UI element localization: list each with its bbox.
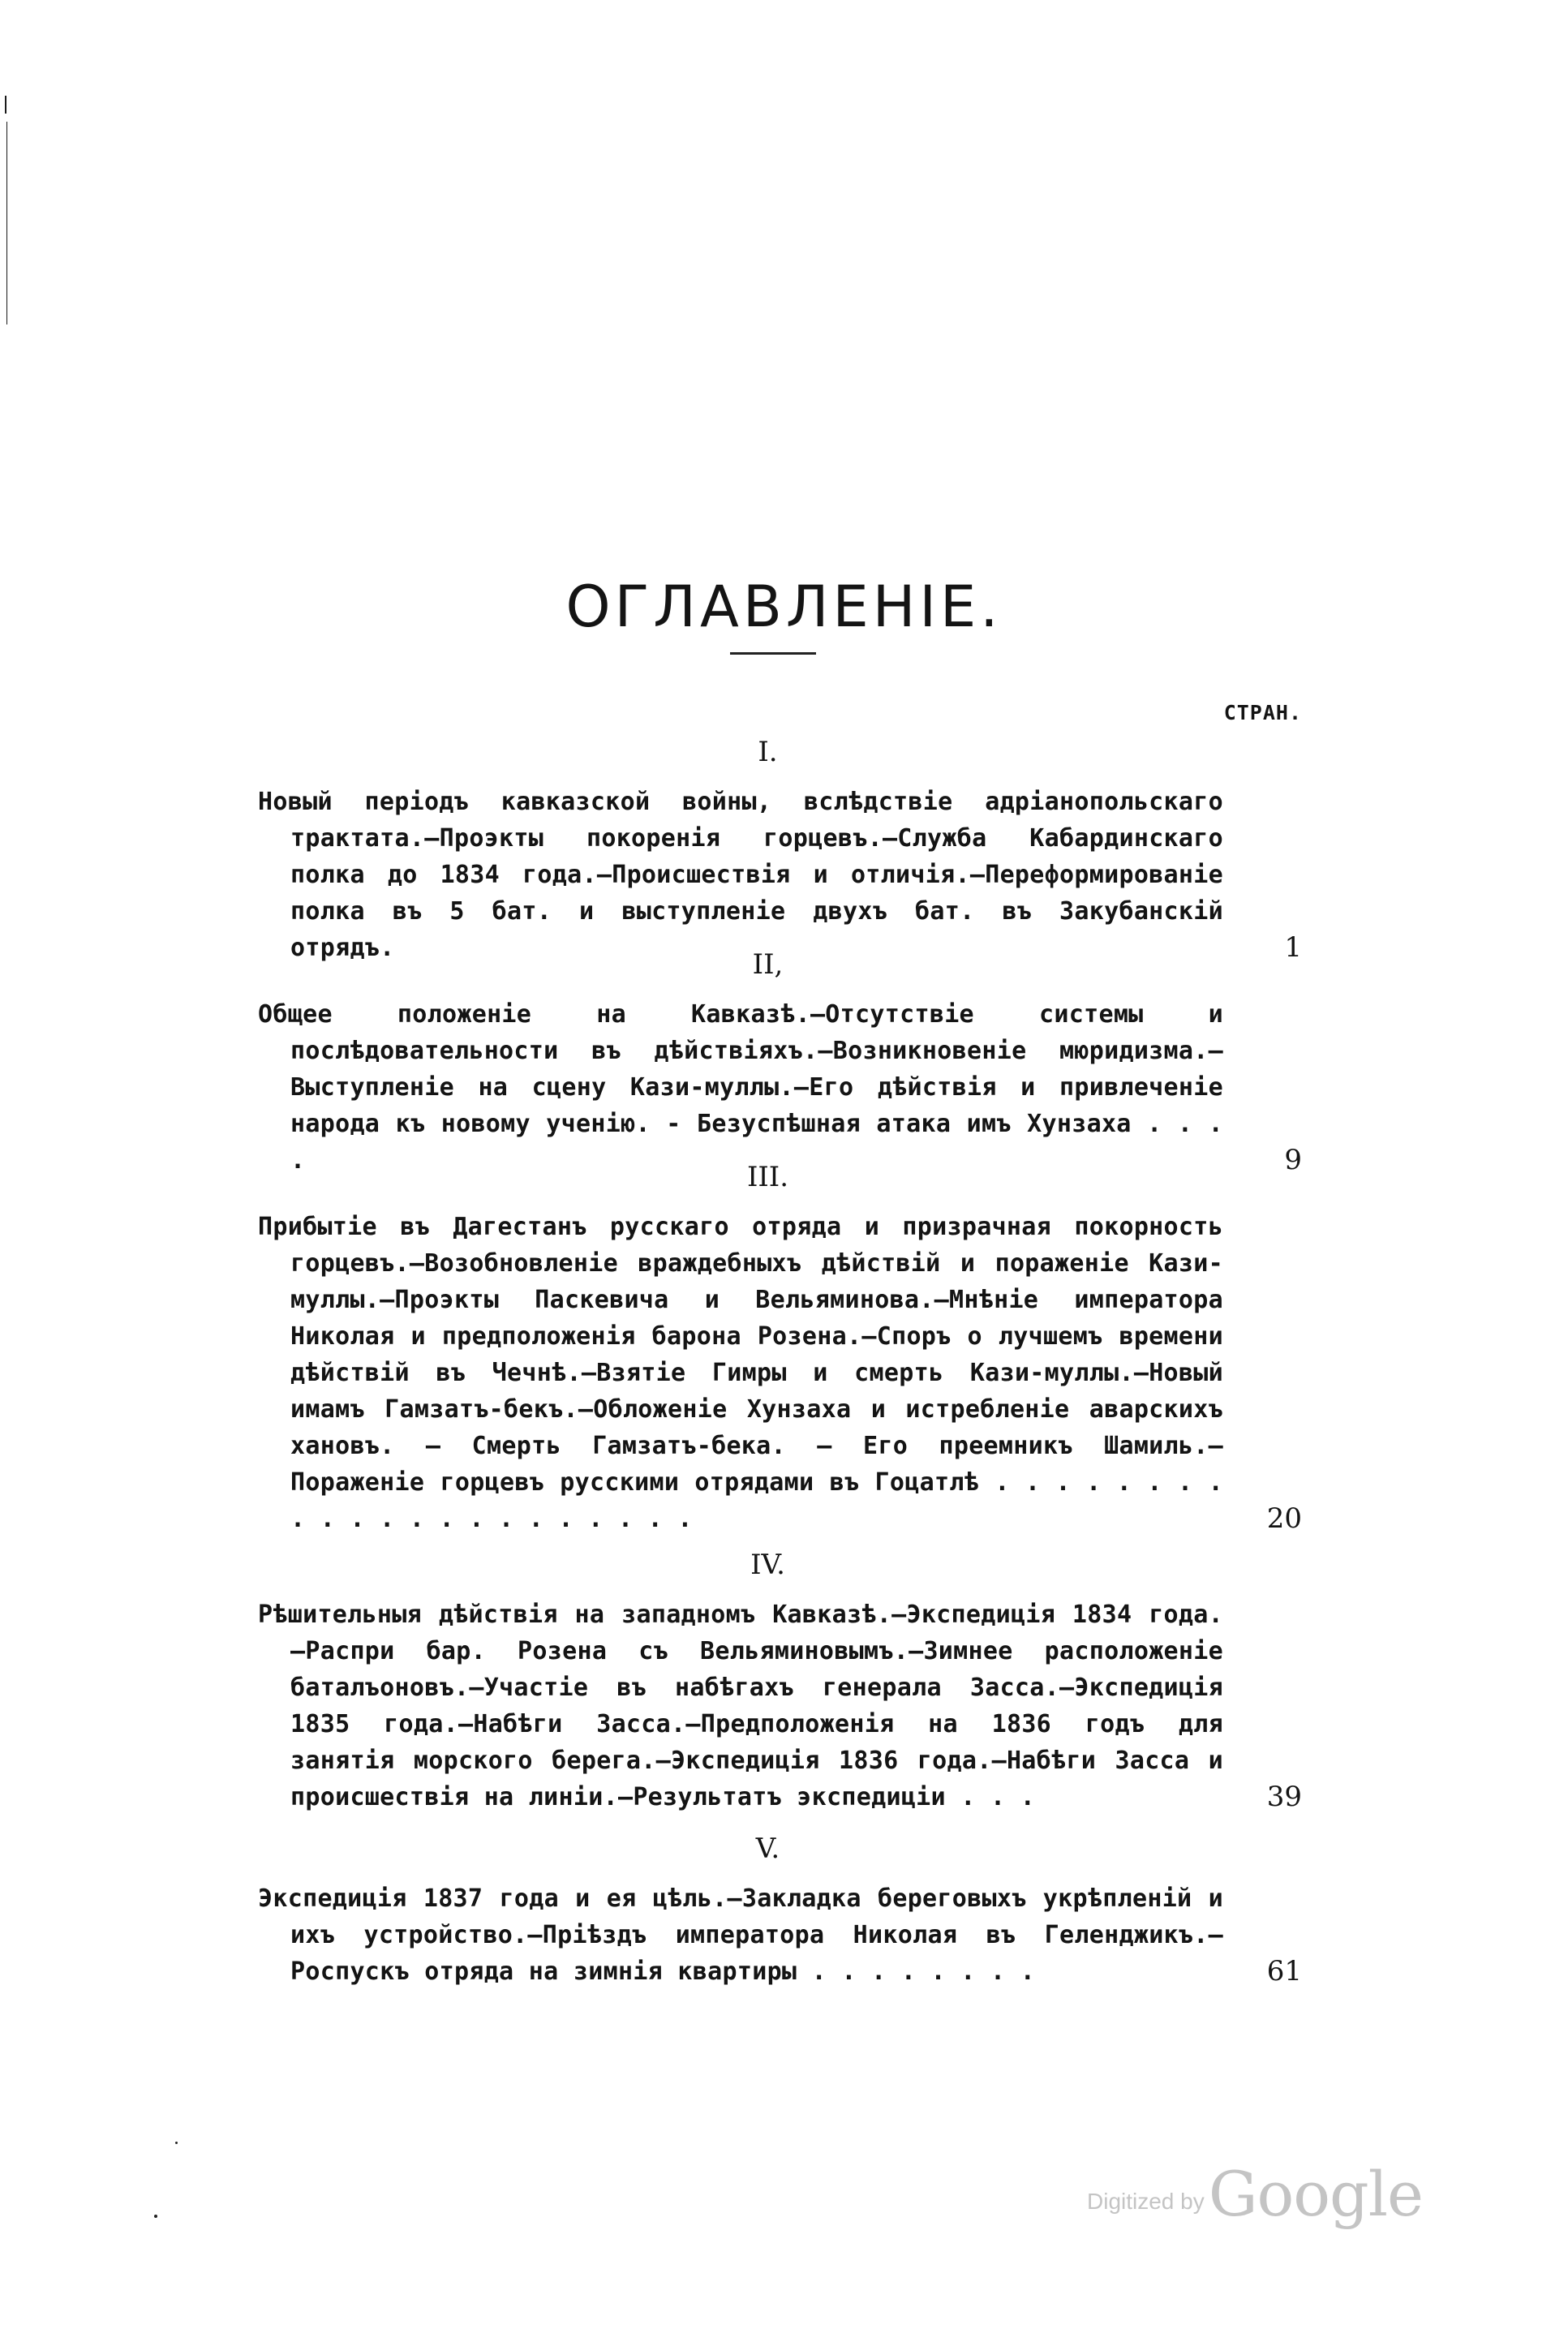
toc-section-4 [258, 1548, 1310, 1816]
toc-entry-text: Общее положенiе на Кавказѣ.—Отсутствiе системы и послѣдовательности въ дѣйствiяхъ.—Возникновенiе мюридизма.—Выступленiе на сцену Кази-муллы.—Его дѣйствiя и привлеченiе народа къ новому ученiю. - Безуспѣшная атака имъ Хунзаха . . . . [258, 1000, 1223, 1175]
toc-entry-page-number: 1 [1284, 931, 1302, 964]
title-rule [730, 652, 816, 655]
toc-entry [258, 1880, 1310, 1990]
page-column-label: СТРАН. [1223, 701, 1302, 724]
section-numeral: IV. [750, 1549, 785, 1581]
section-numeral: II, [752, 948, 784, 981]
toc-entry-page-number: 20 [1266, 1502, 1302, 1535]
toc-entry-page-number: 61 [1266, 1955, 1302, 1987]
digitized-by-watermark [1087, 2158, 1423, 2230]
section-numeral: I. [758, 736, 778, 768]
scan-edge-mark [6, 122, 7, 324]
toc-entry-page-number: 9 [1284, 1144, 1302, 1176]
google-logo: Google [1208, 2158, 1423, 2230]
toc-entry [258, 1596, 1310, 1816]
toc-entry [258, 996, 1310, 1179]
scan-speck [175, 2142, 178, 2144]
watermark-prefix: Digitized by [1087, 2189, 1205, 2214]
scan-speck [154, 2215, 157, 2218]
section-numeral: III. [746, 1161, 789, 1193]
scan-edge [0, 0, 3, 2329]
scan-edge-mark [5, 96, 6, 114]
toc-section-3 [258, 1160, 1310, 1537]
toc-section-5 [258, 1832, 1310, 1990]
toc-entry [258, 784, 1310, 966]
toc-section-2 [258, 947, 1310, 1179]
toc-entry [258, 1209, 1310, 1537]
page-title: ОГЛАВЛЕНIЕ. [565, 573, 1003, 640]
toc-section-1 [258, 735, 1310, 966]
toc-entry-text: Новый перiодъ кавказской войны, вслѣдствiе адрiанопольскаго трактата.—Проэкты покоренiя горцевъ.—Служба Кабардинскаго полка до 1834 года.—Происшествiя и отличiя.—Переформированiе полка въ 5 бат. и выступленiе двухъ бат. въ Закубанскiй отрядъ. [258, 788, 1223, 962]
section-numeral: V. [755, 1833, 780, 1865]
toc-entry-text: Прибытiе въ Дагестанъ русскаго отряда и призрачная покорность горцевъ.—Возобновленiе враждебныхъ дѣйствiй и пораженiе Кази-муллы.—Проэкты Паскевича и Вельяминова.—Мнѣнiе императора Николая и предположенiя барона Розена.—Споръ о лучшемъ времени дѣйствiй въ Чечнѣ.—Взятiе Гимры и смерть Кази-муллы.—Новый имамъ Гамзатъ-бекъ.—Обложенiе Хунзаха и истребленiе аварскихъ хановъ. — Смерть Гамзатъ-бека. — Его преемникъ Шамиль.—Пораженiе горцевъ русскими отрядами въ Гоцатлѣ . . . . . . . . . . . . . . . . . . . . . . [258, 1213, 1223, 1533]
toc-entry-text: Рѣшительныя дѣйствiя на западномъ Кавказѣ.—Экспедицiя 1834 года.—Распри бар. Розена съ Вельяминовымъ.—Зимнее расположенiе баталъоновъ.—Участiе въ набѣгахъ генерала Засса.—Экспедицiя 1835 года.—Набѣги Засса.—Предположенiя на 1836 годъ для занятiя морского берега.—Экспедицiя 1836 года.—Набѣги Засса и происшествiя на линiи.—Результатъ экспедицiи . . . [258, 1601, 1223, 1811]
toc-entry-text: Экспедицiя 1837 года и ея цѣль.—Закладка береговыхъ укрѣпленiй и ихъ устройство.—Прiѣздъ императора Николая въ Геленджикъ.—Роспускъ отряда на зимнiя квартиры . . . . . . . . [258, 1884, 1223, 1986]
toc-entry-page-number: 39 [1266, 1781, 1302, 1813]
